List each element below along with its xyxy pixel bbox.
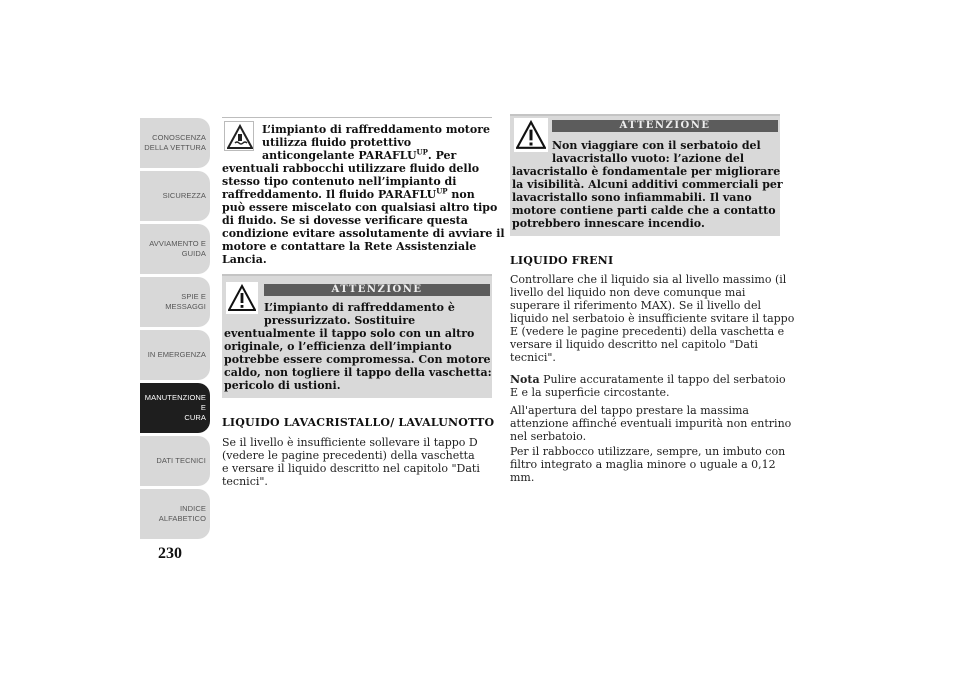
freni-body-line-7: tecnici". <box>510 351 556 364</box>
pressure-warning-line-6: caldo, non togliere il tappo della vaschetta: <box>224 366 492 379</box>
nota-label: Nota <box>510 373 540 386</box>
warning-triangle-icon <box>226 282 258 314</box>
lavacristallo-body-line-2: (vedere le pagine precedenti) della vaschetta <box>222 449 475 462</box>
freni-body-line-5: E (vedere le pagine precedenti) della vaschetta e <box>510 325 785 338</box>
lavacristallo-body-line-1: Se il livello è insufficiente sollevare il tappo D <box>222 436 478 449</box>
coolant-note-line-1: L’impianto di raffreddamento motore <box>262 123 491 136</box>
coolant-note-line-10: motore e contattare la Rete Assistenziale <box>222 240 477 253</box>
freni-body-line-3: superare il riferimento MAX). Se il livello del <box>510 299 761 312</box>
pressure-warning-line-4: originale, o l’efficienza dell’impianto <box>224 340 452 353</box>
tab-in-emergenza[interactable]: IN EMERGENZA <box>140 330 210 380</box>
tab-spie-e-messaggi[interactable]: SPIE E MESSAGGI <box>140 277 210 327</box>
washer-warning-line-1: Non viaggiare con il serbatoio del <box>552 139 761 152</box>
freni-body-line-1: Controllare che il liquido sia al livello massimo (il <box>510 273 787 286</box>
coolant-note-line-5: stesso tipo contenuto nell’impianto di <box>222 175 457 188</box>
warning-triangle-icon <box>514 118 548 152</box>
rabbocco-line-3: mm. <box>510 471 535 484</box>
section-title-liquido-freni: LIQUIDO FRENI <box>510 254 614 267</box>
tab-avviamento-e-guida[interactable]: AVVIAMENTO E GUIDA <box>140 224 210 274</box>
tab-manutenzione-e-cura[interactable]: MANUTENZIONE E CURA <box>140 383 210 433</box>
nota-line-2: E e la superficie circostante. <box>510 386 670 399</box>
coolant-note-line-6: raffreddamento. Il fluido $PARAFLU^{UP}$ non <box>222 186 475 201</box>
tab-conoscenza-della-vettura[interactable]: CONOSCENZA DELLA VETTURA <box>140 118 210 168</box>
tab-sicurezza[interactable]: SICUREZZA <box>140 171 210 221</box>
freni-body-line-4: liquido nel serbatoio è insufficiente svitare il tappo <box>510 312 795 325</box>
apertura-line-2: attenzione affinché eventuali impurità non entrino <box>510 417 792 430</box>
pressure-warning-line-7: pericolo di ustioni. <box>224 379 341 392</box>
washer-warning-line-5: lavacristallo sono infiammabili. Il vano <box>512 191 752 204</box>
washer-warning-line-6: motore contiene parti calde che a contatto <box>512 204 776 217</box>
coolant-note-line-9: condizione evitare assolutamente di avviare il <box>222 227 505 240</box>
apertura-line-3: nel serbatoio. <box>510 430 587 443</box>
washer-warning-line-3: lavacristallo è fondamentale per migliorare <box>512 165 781 178</box>
tab-indice-alfabetico[interactable]: INDICE ALFABETICO <box>140 489 210 539</box>
freni-body-line-6: versare il liquido descritto nel capitolo "Dati <box>510 338 758 351</box>
freni-body-line-2: livello del liquido non deve comunque mai <box>510 286 746 299</box>
coolant-note-line-2: utilizza fluido protettivo <box>262 136 412 149</box>
washer-warning-line-4: la visibilità. Alcuni additivi commerciali per <box>512 178 783 191</box>
rabbocco-line-1: Per il rabbocco utilizzare, sempre, un imbuto con <box>510 445 786 458</box>
lavacristallo-body-line-4: tecnici". <box>222 475 268 488</box>
coolant-note-line-7: può essere miscelato con qualsiasi altro tipo <box>222 201 498 214</box>
pressure-warning-line-5: potrebbe essere compromessa. Con motore <box>224 353 491 366</box>
tab-dati-tecnici[interactable]: DATI TECNICI <box>140 436 210 486</box>
column-rule <box>222 117 492 118</box>
coolant-note-line-3: anticongelante $PARAFLU^{UP}$. Per <box>262 147 457 162</box>
apertura-line-1: All'apertura del tappo prestare la massima <box>510 404 749 417</box>
pressure-warning-line-3: eventualmente il tappo solo con un altro <box>224 327 475 340</box>
coolant-note-line-8: di fluido. Se si dovesse verificare questa <box>222 214 468 227</box>
pressure-warning-header: ATTENZIONE <box>264 284 490 296</box>
coolant-note-line-11: Lancia. <box>222 253 267 266</box>
coolant-note-line-4: eventuali rabbocchi utilizzare fluido dello <box>222 162 480 175</box>
washer-warning-line-2: lavacristallo vuoto: l’azione del <box>552 152 745 165</box>
pressure-warning-line-2: pressurizzato. Sostituire <box>264 314 416 327</box>
pressure-warning-line-1: L’impianto di raffreddamento è <box>264 301 455 314</box>
page-number: 230 <box>158 545 182 562</box>
section-title-lavacristallo: LIQUIDO LAVACRISTALLO/ LAVALUNOTTO <box>222 416 495 429</box>
washer-warning-line-7: potrebbero innescare incendio. <box>512 217 705 230</box>
coolant-warning-icon <box>224 121 254 151</box>
rabbocco-line-2: filtro integrato a maglia minore o uguale a 0,12 <box>510 458 776 471</box>
nota-line-1: Nota Pulire accuratamente il tappo del serbatoio <box>510 373 786 386</box>
lavacristallo-body-line-3: e versare il liquido descritto nel capitolo "Dati <box>222 462 480 475</box>
washer-warning-header: ATTENZIONE <box>552 120 778 132</box>
